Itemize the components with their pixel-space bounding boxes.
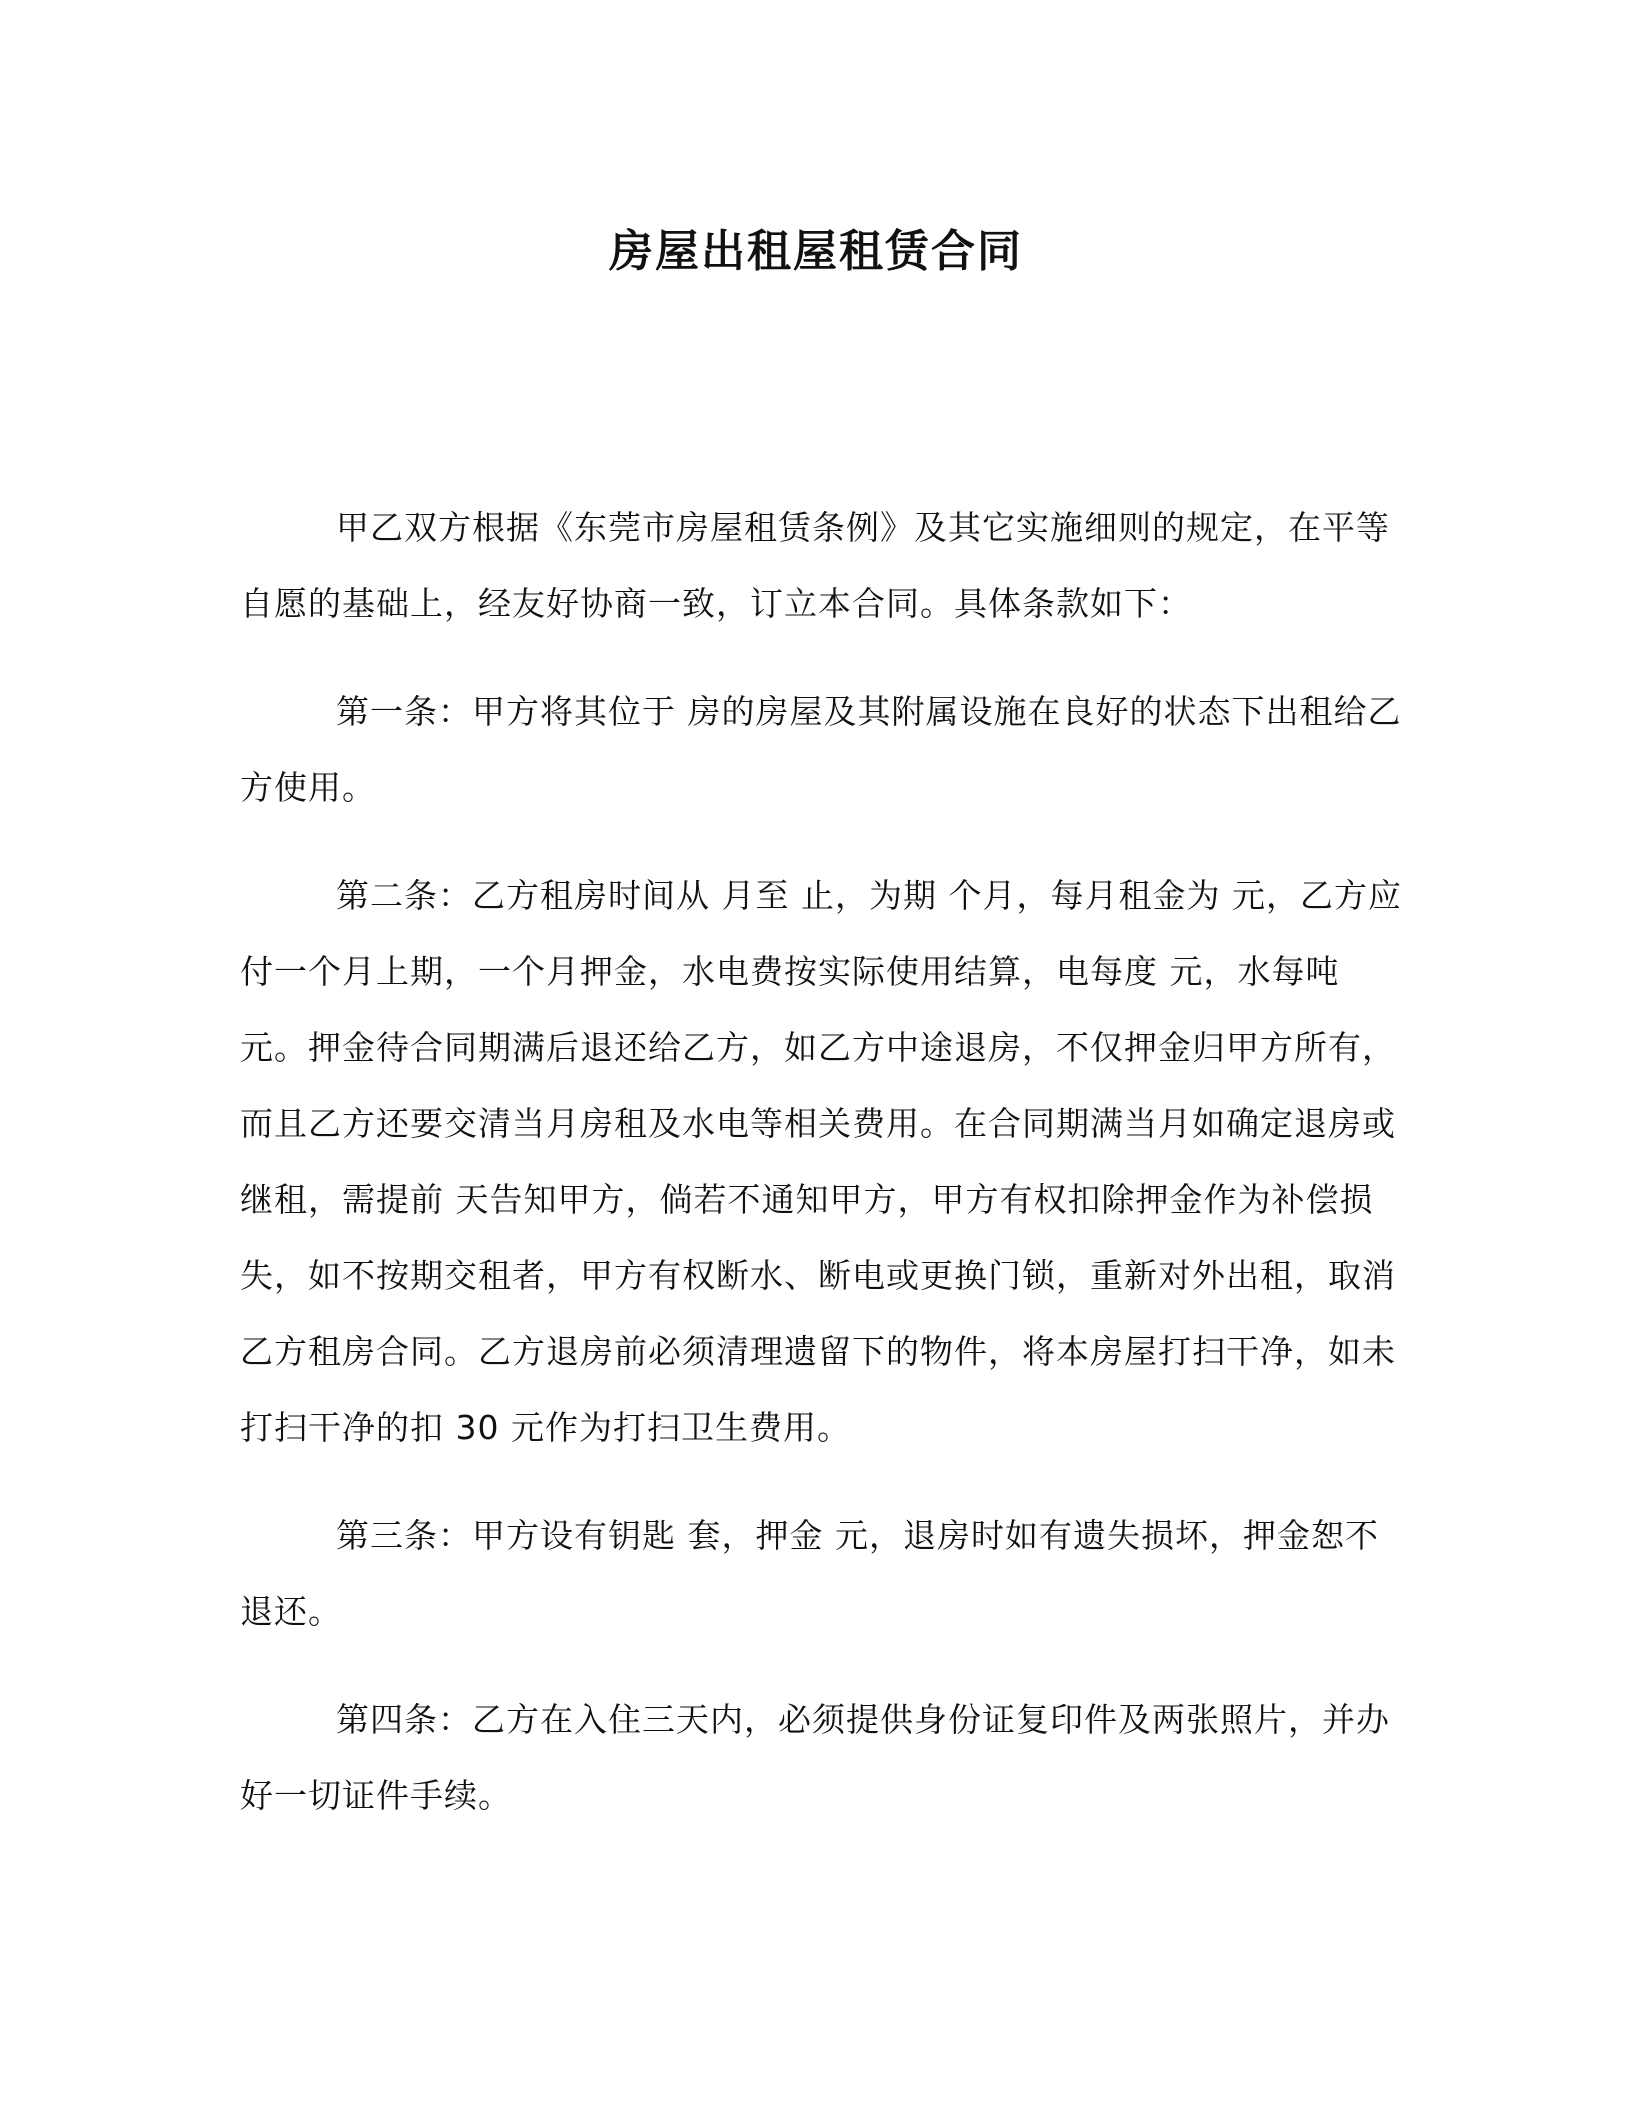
article-2-paragraph: 第二条：乙方租房时间从 月至 止，为期 个月，每月租金为 元，乙方应付一个月上期，一个月押金，水电费按实际使用结算，电每度 元，水每吨 元。押金待合同期满后退还给乙方，如乙方中途退房，不仅押金归甲方所有，而且乙方还要交清当月房租及水电等相关费用。在合同期满当月如确定退房或继租，需提前 天告知甲方，倘若不通知甲方，甲方有权扣除押金作为补偿损失，如不按期交租者，甲方有权断水、断电或更换门锁，重新对外出租，取消乙方租房合同。乙方退房前必须清理遗留下的物件，将本房屋打扫干净，如未打扫干净的扣 30 元作为打扫卫生费用。: [240, 876, 1402, 1447]
article-1-paragraph: 第一条：甲方将其位于 房的房屋及其附属设施在良好的状态下出租给乙方使用。: [240, 692, 1402, 807]
article-4-paragraph: 第四条：乙方在入住三天内，必须提供身份证复印件及两张照片，并办好一切证件手续。: [240, 1700, 1390, 1815]
article-3-paragraph: 第三条：甲方设有钥匙 套，押金 元，退房时如有遗失损坏，押金恕不退还。: [240, 1516, 1379, 1631]
document-title: 房屋出租屋租赁合同: [609, 226, 1023, 277]
intro-paragraph: 甲乙双方根据《东莞市房屋租赁条例》及其它实施细则的规定，在平等自愿的基础上，经友好协商一致，订立本合同。具体条款如下：: [240, 508, 1390, 623]
document-body: [240, 490, 1410, 1834]
